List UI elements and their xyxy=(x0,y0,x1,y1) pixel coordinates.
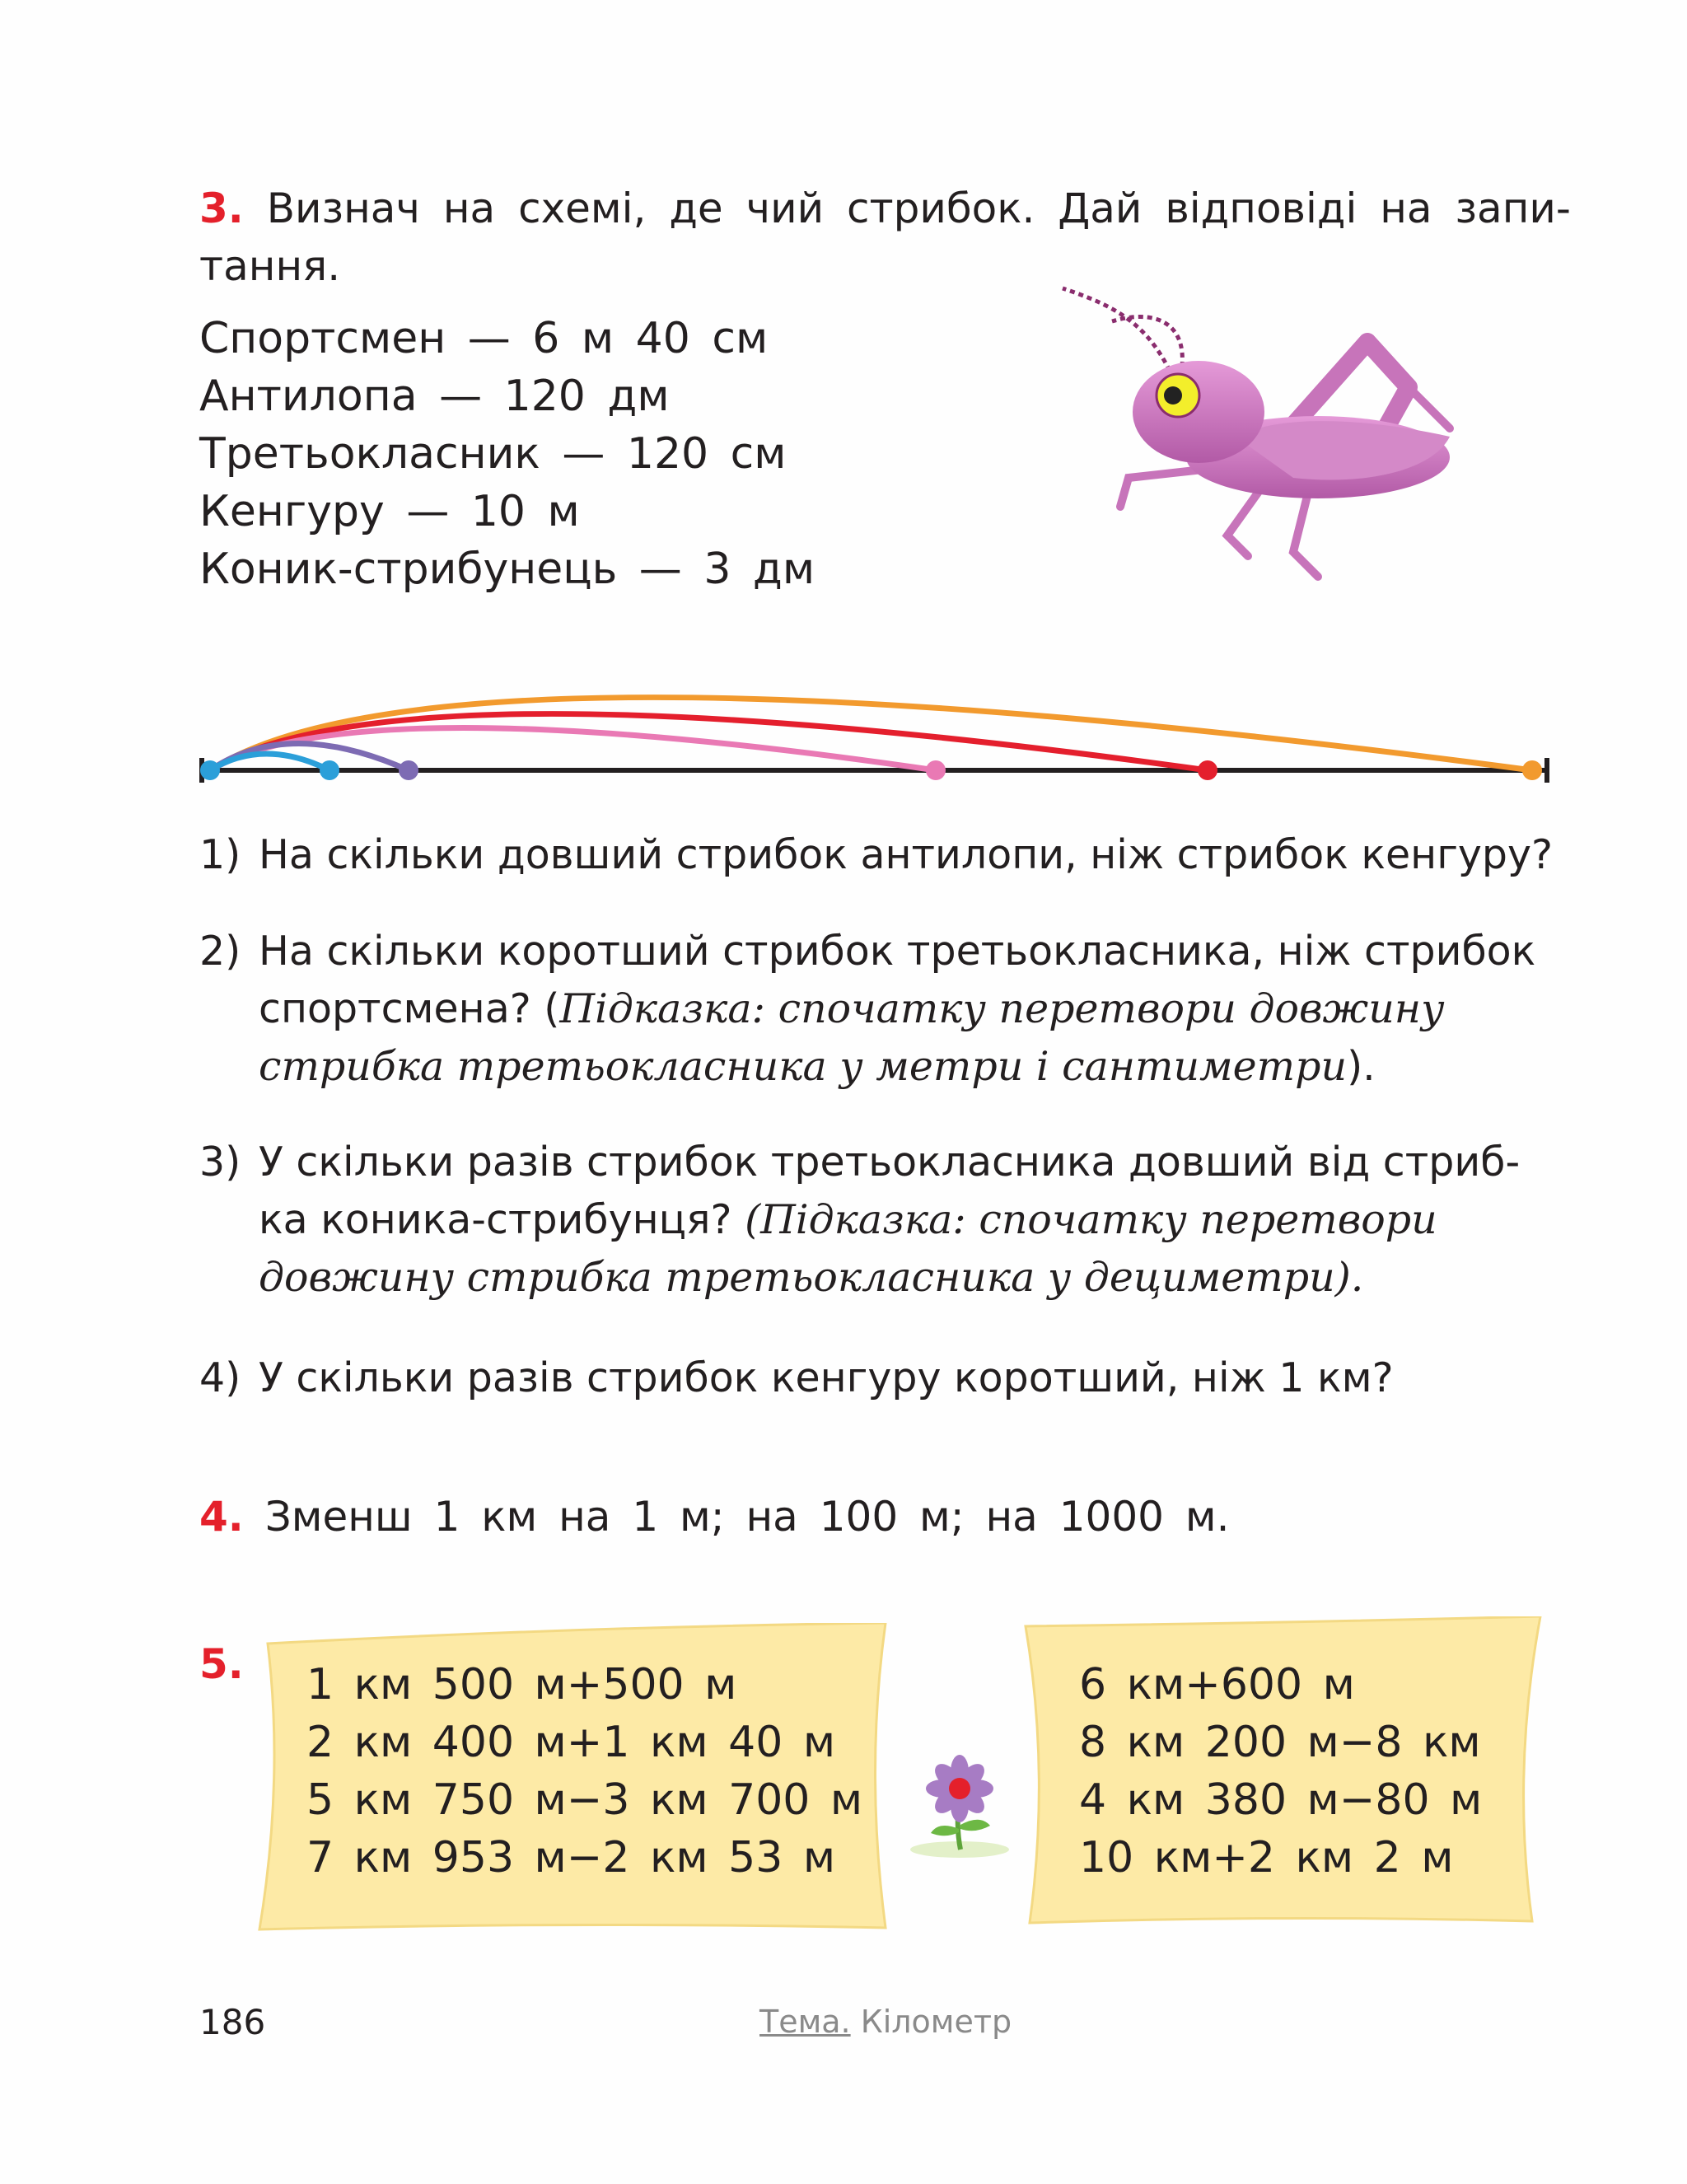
expression: 10 км+2 км 2 м xyxy=(1079,1833,1454,1882)
page-topic xyxy=(759,2004,1012,2040)
grasshopper-illustration xyxy=(1021,272,1483,585)
question-number: 4) xyxy=(199,1354,241,1401)
question-text-line2: ка коника-стрибунця? (Підказка: спочатку перетвори xyxy=(259,1196,1437,1243)
jump-item: Третьокласник — 120 см xyxy=(199,429,787,479)
exercise-3-title xyxy=(199,180,1571,237)
hint-text: Підказка: спочатку перетвори довжину xyxy=(559,985,1445,1032)
hint-text: довжину стрибка третьокласника у дециметри). xyxy=(259,1254,1364,1301)
flower-illustration xyxy=(906,1747,1013,1862)
expression: 1 км 500 м+500 м xyxy=(306,1660,737,1709)
right-card xyxy=(1079,1656,1482,1887)
question-4 xyxy=(199,1349,1550,1407)
question-text-line2: спортсмена? (Підказка: спочатку перетвори довжину xyxy=(259,985,1445,1032)
question-text-line1: На скільки коротший стрибок третьокласника, ніж стрибок xyxy=(259,928,1536,975)
point-athlete xyxy=(926,760,946,780)
point-antelope xyxy=(1198,760,1217,780)
question-number: 3) xyxy=(199,1139,241,1186)
jump-item: Спортсмен — 6 м 40 см xyxy=(199,314,769,363)
expression: 2 км 400 м+1 км 40 м xyxy=(306,1718,836,1767)
jump-item: Коник-стрибунець — 3 дм xyxy=(199,545,815,594)
question-2 xyxy=(199,923,1550,1096)
topic-name: Кілометр xyxy=(860,2004,1012,2040)
exercise-5-number: 5. xyxy=(199,1640,244,1688)
point-third-grader xyxy=(399,760,418,780)
question-text: У скільки разів стрибок кенгуру коротший, ніж 1 км? xyxy=(259,1354,1394,1401)
exercise-4-number: 4. xyxy=(199,1493,244,1541)
question-text-line3 xyxy=(259,1249,1363,1307)
left-card xyxy=(306,1656,862,1887)
expression: 4 км 380 м−80 м xyxy=(1079,1775,1483,1825)
exercise-3-title-line1: Визнач на схемі, де чий стрибок. Дай відповіді на запи- xyxy=(266,185,1571,232)
exercise-3-title-line2: тання. xyxy=(199,242,341,290)
start-point xyxy=(200,760,220,780)
jump-item: Кенгуру — 10 м xyxy=(199,487,580,536)
exercise-4-text: Зменш 1 км на 1 м; на 100 м; на 1000 м. xyxy=(264,1493,1230,1541)
jump-item: Антилопа — 120 дм xyxy=(199,372,670,421)
exercise-4 xyxy=(199,1488,1229,1546)
question-text: На скільки довший стрибок антилопи, ніж стрибок кенгуру? xyxy=(259,831,1554,878)
question-number: 1) xyxy=(199,831,241,878)
point-kangaroo xyxy=(1522,760,1542,780)
expression: 5 км 750 м−3 км 700 м xyxy=(306,1775,863,1825)
exercise-3-number: 3. xyxy=(199,185,244,232)
question-3 xyxy=(199,1134,1550,1307)
jump-diagram xyxy=(189,626,1557,799)
expression: 6 км+600 м xyxy=(1079,1660,1355,1709)
hint-text: (Підказка: спочатку перетвори xyxy=(745,1196,1437,1243)
topic-label: Тема. xyxy=(759,2004,851,2040)
question-number: 2) xyxy=(199,928,241,975)
hint-text: стрибка третьокласника у метри і сантиметри xyxy=(259,1043,1348,1090)
jumps-list xyxy=(199,310,815,598)
expression: 8 км 200 м−8 км xyxy=(1079,1718,1481,1767)
page-number: 186 xyxy=(199,2002,266,2042)
question-text-line1: У скільки разів стрибок третьокласника довший від стриб- xyxy=(259,1139,1521,1186)
point-grasshopper xyxy=(320,760,339,780)
question-text-line3: стрибка третьокласника у метри і сантиметри). xyxy=(259,1043,1376,1090)
expression: 7 км 953 м−2 км 53 м xyxy=(306,1833,836,1882)
question-1 xyxy=(199,826,1554,884)
